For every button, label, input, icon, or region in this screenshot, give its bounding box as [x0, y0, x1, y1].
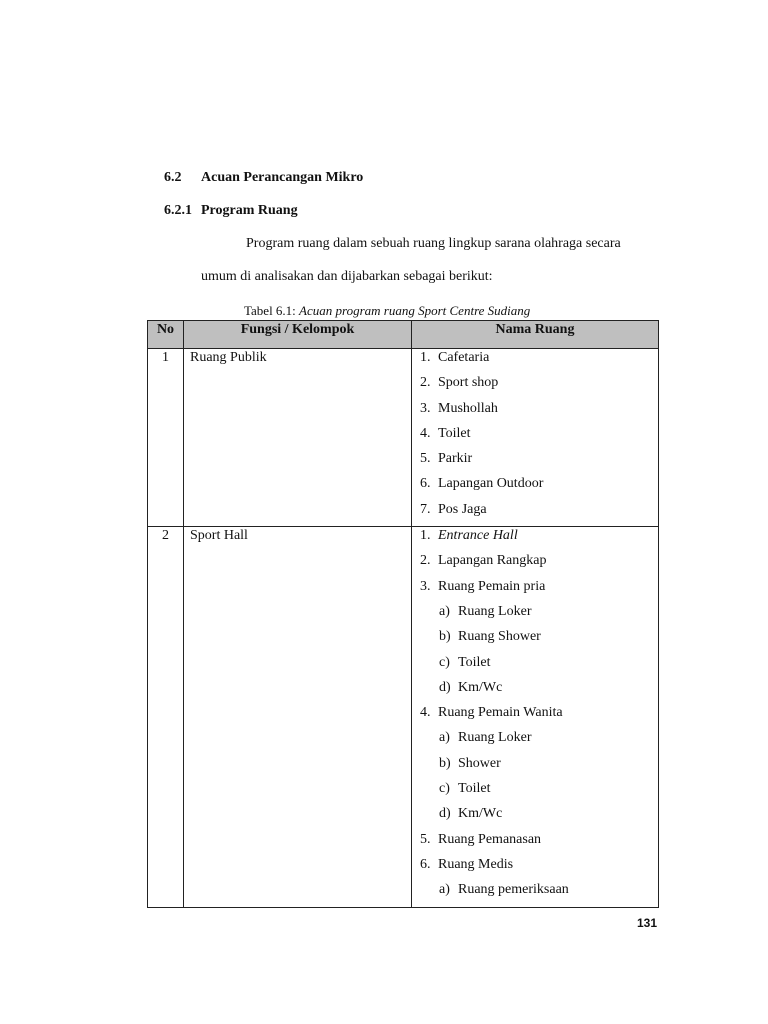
section-title: Acuan Perancangan Mikro: [201, 170, 364, 185]
room-item-label: Ruang Shower: [458, 629, 541, 645]
room-item: [420, 578, 658, 603]
cell-nama-ruang: [412, 349, 659, 527]
room-item: [420, 527, 658, 552]
room-item-label: Ruang Medis: [438, 856, 514, 872]
room-subitem: [420, 603, 658, 628]
room-item-marker: 5.: [420, 451, 431, 467]
room-item-marker: a): [439, 730, 450, 746]
table-header-row: [148, 321, 659, 349]
room-item-marker: 6.: [420, 476, 431, 492]
room-item-label: Sport shop: [438, 375, 499, 391]
program-table: [147, 320, 659, 908]
paragraph-line-2: umum di analisakan dan dijabarkan sebagai berikut:: [201, 269, 493, 284]
room-item: [420, 475, 658, 500]
room-item-marker: 6.: [420, 856, 431, 872]
room-item-label: Ruang Loker: [458, 603, 532, 619]
room-item-label: Km/Wc: [458, 806, 503, 822]
table-row: [148, 349, 659, 527]
room-item-marker: c): [439, 654, 450, 670]
room-item: [420, 501, 658, 526]
room-item-label: Ruang Loker: [458, 730, 532, 746]
header-nama-ruang: Nama Ruang: [412, 321, 659, 349]
table-caption: [244, 303, 530, 319]
room-item-marker: c): [439, 781, 450, 797]
room-item-label: Lapangan Outdoor: [438, 476, 544, 492]
table-row: [148, 527, 659, 907]
room-item-marker: 7.: [420, 501, 431, 517]
room-item-marker: 3.: [420, 400, 431, 416]
room-item: [420, 349, 658, 374]
room-item-label: Ruang Pemain pria: [438, 578, 546, 594]
paragraph-line-1: Program ruang dalam sebuah ruang lingkup sarana olahraga secara: [246, 236, 621, 251]
room-item: [420, 450, 658, 475]
room-item-marker: 3.: [420, 578, 431, 594]
room-subitem: [420, 881, 658, 906]
room-item-label: Pos Jaga: [438, 501, 487, 517]
table-caption-label: Tabel 6.1:: [244, 303, 296, 318]
room-item-marker: b): [439, 629, 451, 645]
row-number: 2: [162, 528, 169, 544]
room-subitem: [420, 755, 658, 780]
room-subitem: [420, 780, 658, 805]
room-item-label: Ruang Pemanasan: [438, 831, 542, 847]
room-item-label: Ruang Pemain Wanita: [438, 705, 563, 721]
room-item: [420, 374, 658, 399]
cell-fungsi: [184, 349, 412, 527]
room-item-marker: 2.: [420, 553, 431, 569]
subsection-heading: [164, 203, 298, 219]
fungsi-label: Sport Hall: [190, 528, 248, 544]
room-item-marker: d): [439, 679, 451, 695]
room-item-marker: a): [439, 882, 450, 898]
cell-no: [148, 527, 184, 907]
page-number: 131: [637, 916, 658, 930]
room-item-label: Km/Wc: [458, 679, 503, 695]
room-subitem: [420, 805, 658, 830]
room-subitem: [420, 729, 658, 754]
room-item-marker: 4.: [420, 705, 431, 721]
room-item-label: Toilet: [458, 654, 491, 670]
room-item-label: Cafetaria: [438, 350, 490, 365]
header-no: No: [148, 321, 184, 349]
room-item: [420, 552, 658, 577]
cell-no: [148, 349, 184, 527]
room-item-label: Shower: [458, 755, 501, 771]
room-item-marker: b): [439, 755, 451, 771]
room-item-label: Toilet: [458, 781, 491, 797]
cell-nama-ruang: [412, 527, 659, 907]
room-item: [420, 831, 658, 856]
room-item-label: Lapangan Rangkap: [438, 553, 547, 569]
cell-fungsi: [184, 527, 412, 907]
row-number: 1: [162, 350, 169, 365]
room-item-label: Mushollah: [438, 400, 498, 416]
section-number: 6.2: [164, 170, 182, 185]
room-item-marker: 5.: [420, 831, 431, 847]
fungsi-label: Ruang Publik: [190, 350, 267, 365]
section-heading: [164, 170, 363, 186]
room-item-label: Entrance Hall: [438, 528, 518, 544]
room-item-marker: 1.: [420, 350, 431, 365]
room-item-marker: 4.: [420, 425, 431, 441]
room-item: [420, 400, 658, 425]
room-item: [420, 856, 658, 881]
table-caption-text: Acuan program ruang Sport Centre Sudiang: [299, 303, 531, 318]
room-subitem: [420, 654, 658, 679]
room-item-marker: d): [439, 806, 451, 822]
room-item-label: Toilet: [438, 425, 471, 441]
subsection-title: Program Ruang: [201, 203, 298, 218]
room-item: [420, 425, 658, 450]
room-item-marker: 2.: [420, 375, 431, 391]
room-subitem: [420, 628, 658, 653]
subsection-number: 6.2.1: [164, 203, 192, 218]
room-item-marker: a): [439, 603, 450, 619]
room-item-label: Ruang pemeriksaan: [458, 882, 569, 898]
room-item-marker: 1.: [420, 528, 431, 544]
room-item: [420, 704, 658, 729]
room-item-label: Parkir: [438, 451, 473, 467]
header-fungsi: Fungsi / Kelompok: [184, 321, 412, 349]
room-subitem: [420, 679, 658, 704]
